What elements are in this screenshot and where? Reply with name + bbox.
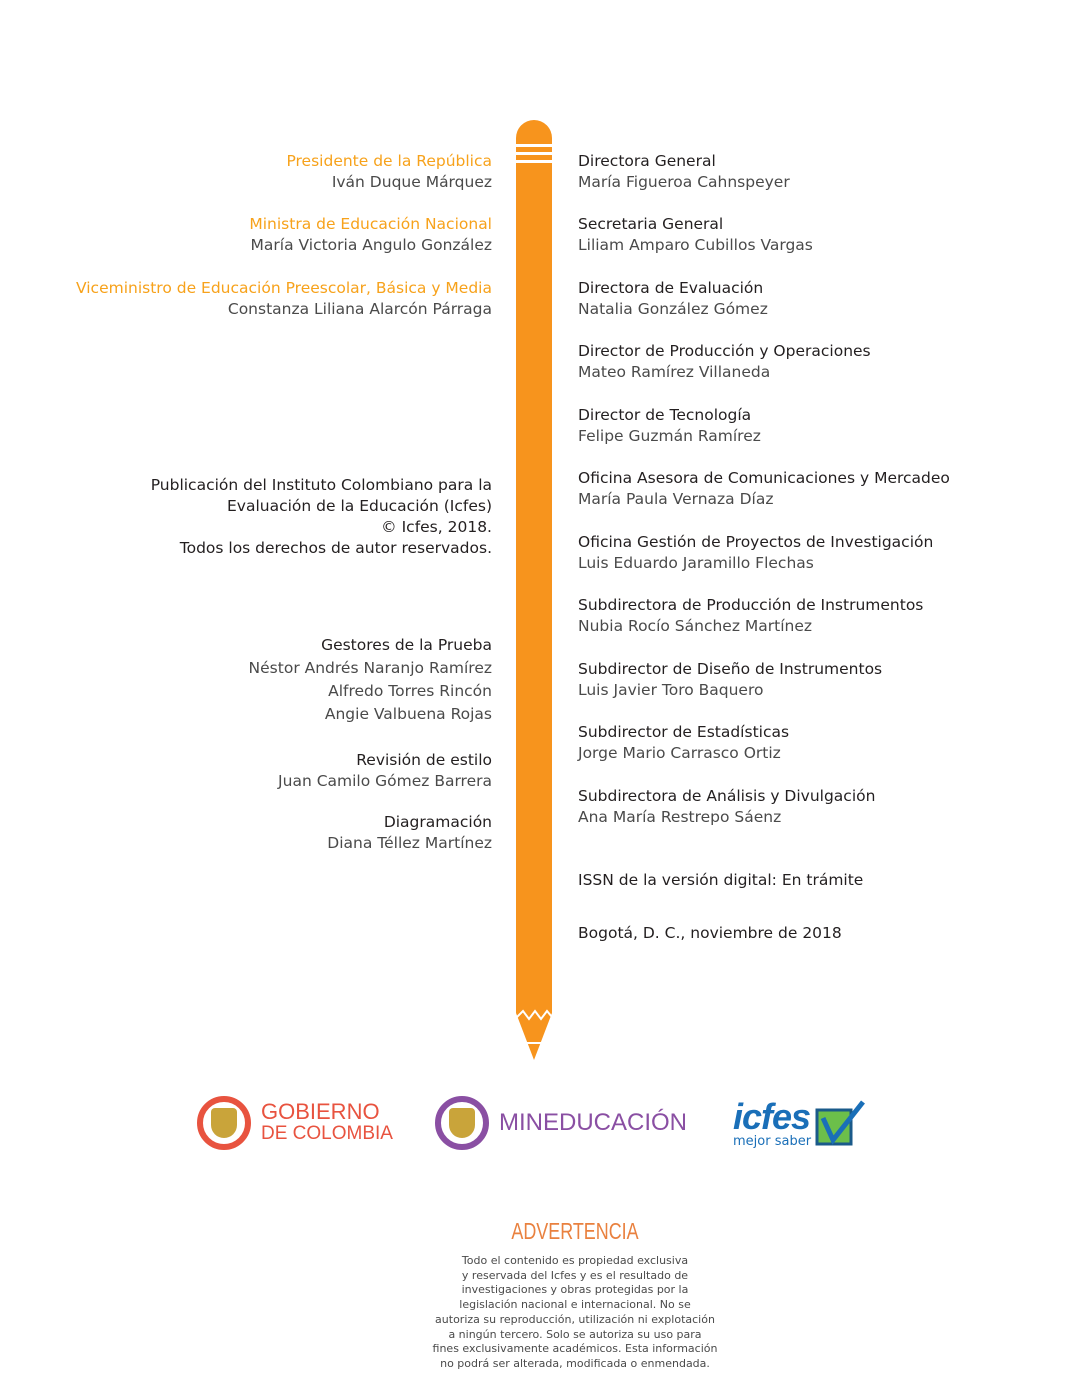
name: Angie Valbuena Rojas [324,705,492,723]
coat-of-arms-icon [197,1096,251,1150]
line: © Icfes, 2018. [381,518,492,536]
name: Luis Eduardo Jaramillo Flechas [578,554,814,572]
line: Todo el contenido es propiedad exclusiva [461,1254,689,1267]
role: Directora General [578,152,716,170]
line: Evaluación de la Educación (Icfes) [227,497,492,515]
staff-entry [578,659,882,701]
role: Secretaria General [578,215,724,233]
role: Viceministro de Educación Preescolar, Básica y Media [75,279,492,297]
checkmark-icon [811,1098,867,1148]
staff-entry [578,278,768,320]
staff-entry [578,151,790,193]
name: María Figueroa Cahnspeyer [578,173,790,191]
name: Liliam Amparo Cubillos Vargas [578,236,813,254]
gestores [249,634,492,726]
name: Felipe Guzmán Ramírez [578,427,761,445]
section-title: Revisión de estilo [356,751,492,769]
revision-estilo [278,750,492,792]
role: Directora de Evaluación [578,279,764,297]
line: Todos los derechos de autor reservados. [179,539,492,557]
line: y reservada del Icfes y es el resultado de [461,1268,689,1282]
line: investigaciones y obras protegidas por la [461,1283,689,1297]
advertencia-text [400,1254,750,1372]
official-president [286,151,492,193]
role: Subdirector de Diseño de Instrumentos [578,660,883,678]
name: Néstor Andrés Naranjo Ramírez [248,659,492,677]
name: María Victoria Angulo González [250,236,492,254]
official-viceminister [76,278,492,320]
logo-text: icfes [733,1095,811,1137]
logo-text: MINEDUCACIÓN [499,1109,688,1136]
staff-entry [578,341,871,383]
staff-entry [578,468,950,510]
role: Oficina Gestión de Proyectos de Investigación [578,533,934,551]
name: Nubia Rocío Sánchez Martínez [578,617,813,635]
section-title: Diagramación [383,813,492,831]
staff-entry [578,532,933,574]
line: no podrá ser alterada, modificada o enmendada. [440,1356,710,1370]
advertencia-title: ADVERTENCIA [511,1218,639,1244]
name: Constanza Liliana Alarcón Párraga [227,300,492,318]
logo-mineducacion [435,1092,687,1154]
line: fines exclusivamente académicos. Esta información [432,1342,718,1356]
line: a ningún tercero. Solo se autoriza su uso para [448,1327,702,1341]
role: Subdirectora de Análisis y Divulgación [578,787,876,805]
name: Ana María Restrepo Sáenz [578,808,782,826]
name: Jorge Mario Carrasco Ortiz [578,744,781,762]
logo-gobierno-de-colombia [197,1092,393,1154]
role: Ministra de Educación Nacional [249,215,492,233]
line: autoriza su reproducción, utilización ni explotación [435,1312,715,1326]
name: Iván Duque Márquez [331,173,492,191]
line: Publicación del Instituto Colombiano para la [150,476,492,494]
name: Natalia González Gómez [578,300,768,318]
issn: ISSN de la versión digital: En trámite [578,871,864,889]
name: María Paula Vernaza Díaz [578,490,774,508]
role: Director de Tecnología [578,406,752,424]
official-minister [249,214,492,256]
logo-text: DE COLOMBIA [261,1123,393,1144]
logo-tagline: mejor saber [733,1133,812,1149]
role: Presidente de la República [286,152,492,170]
name: Mateo Ramírez Villaneda [578,363,771,381]
staff-entry [578,722,789,764]
logo-text: GOBIERNO [261,1099,380,1124]
diagramacion [327,812,492,854]
name: Juan Camilo Gómez Barrera [278,772,492,790]
name: Diana Téllez Martínez [327,834,492,852]
place-date: Bogotá, D. C., noviembre de 2018 [578,924,842,942]
line: legislación nacional e internacional. No se [459,1298,691,1312]
name: Luis Javier Toro Baquero [578,681,764,699]
staff-entry [578,786,875,828]
role: Subdirectora de Producción de Instrumentos [578,596,924,614]
staff-entry [578,214,813,256]
staff-entry [578,595,923,637]
name: Alfredo Torres Rincón [328,682,492,700]
pencil-divider-icon [514,118,554,1063]
publication-notice [151,475,492,559]
section-title: Gestores de la Prueba [321,636,492,654]
role: Oficina Asesora de Comunicaciones y Mercadeo [578,469,950,487]
coat-of-arms-icon [435,1096,489,1150]
logo-icfes [733,1092,867,1154]
role: Subdirector de Estadísticas [578,723,790,741]
role: Director de Producción y Operaciones [578,342,871,360]
staff-entry [578,405,761,447]
